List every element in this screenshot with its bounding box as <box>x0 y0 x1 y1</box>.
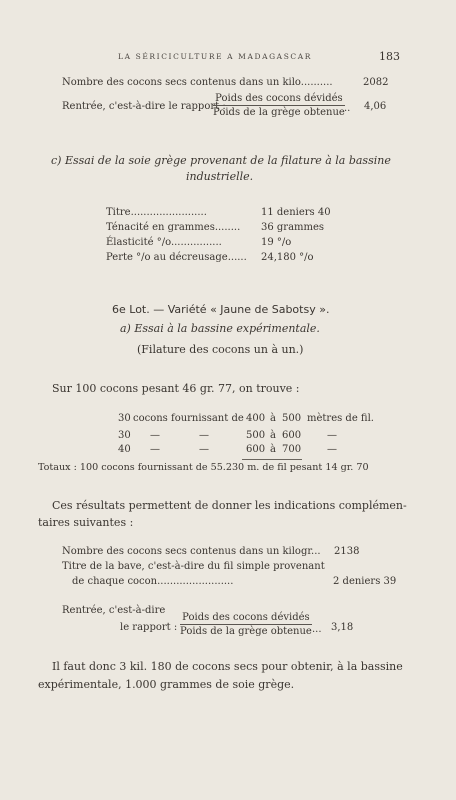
rentree2-numerator: Poids des cocons dévidés <box>180 612 312 625</box>
titre-bave-line-2: de chaque cocon........................ <box>72 576 234 587</box>
rentree-denominator: Poids de la grège obtenue <box>213 107 345 118</box>
dist-row-3-count: 40 <box>118 444 131 455</box>
dist-row-3-to: 700 <box>282 444 302 455</box>
dist-row-1-text: cocons fournissant de <box>133 413 244 424</box>
totaux-line: Totaux : 100 cocons fournissant de 55.230 m. de fil pesant 14 gr. 70 <box>38 462 369 473</box>
lot6-subtitle: a) Essai à la bassine expérimentale. <box>120 322 320 335</box>
cocons-kilogr-line: Nombre des cocons secs contenus dans un kilogr... <box>62 546 321 557</box>
dist-row-1-to: 500 <box>282 413 302 424</box>
page-number: 183 <box>379 50 400 63</box>
cocons-kilo-label: Nombre des cocons secs contenus dans un kilo <box>62 77 301 88</box>
section-c-heading-cont: industrielle. <box>186 170 254 183</box>
rentree2-denominator: Poids de la grège obtenue <box>180 626 312 637</box>
prop-titre-value: 11 deniers 40 <box>261 207 331 218</box>
lot6-title: 6e Lot. — Variété « Jaune de Sabotsy ». <box>112 303 330 316</box>
rentree-value: 4,06 <box>364 101 387 112</box>
dist-row-2-dash3: — <box>327 430 337 441</box>
dist-row-3-a: à <box>270 444 276 455</box>
totaux-rule <box>242 459 302 460</box>
dist-row-1-count: 30 <box>118 413 131 424</box>
cocons-kilo-dots: .......... <box>300 77 333 88</box>
rentree2-fraction <box>180 612 312 637</box>
cocons-kilogr-value: 2138 <box>334 546 360 557</box>
rentree2-label-2: le rapport : <box>120 622 178 633</box>
dist-row-1-unit: mètres de fil. <box>307 413 374 424</box>
prop-titre-label: Titre........................ <box>106 207 207 218</box>
rentree-label: Rentrée, c'est-à-dire le rapport : <box>62 101 226 112</box>
titre-bave-value: 2 deniers 39 <box>333 576 397 587</box>
dist-row-2-dash2: — <box>199 430 209 441</box>
dist-row-3-from: 600 <box>246 444 266 455</box>
rentree-fraction <box>213 93 345 118</box>
rentree-dots: .. <box>344 103 351 114</box>
prop-tenacite-value: 36 grammes <box>261 222 325 233</box>
section-c-heading: c) Essai de la soie grège provenant de la filature à la bassine <box>51 154 391 167</box>
conclusion-line-2: expérimentale, 1.000 grammes de soie grège. <box>38 678 295 691</box>
dist-row-2-dash1: — <box>150 430 160 441</box>
rentree2-value: 3,18 <box>331 622 354 633</box>
dist-row-3-dash1: — <box>150 444 160 455</box>
rentree2-dots: ... <box>312 624 322 635</box>
running-header <box>0 52 456 66</box>
dist-row-1-a: à <box>270 413 276 424</box>
prop-perte-label: Perte °/o au décreusage...... <box>106 252 247 263</box>
lot6-intro: Sur 100 cocons pesant 46 gr. 77, on trouve : <box>52 382 300 395</box>
dist-row-3-dash3: — <box>327 444 337 455</box>
dist-row-2-a: à <box>270 430 276 441</box>
results-line-1: Ces résultats permettent de donner les indications complémen- <box>52 499 407 512</box>
dist-row-1-from: 400 <box>246 413 266 424</box>
prop-elasticite-label: Élasticité °/o................ <box>106 237 222 248</box>
dist-row-2-count: 30 <box>118 430 131 441</box>
cocons-kilo-line <box>62 77 333 88</box>
prop-tenacite-label: Ténacité en grammes........ <box>106 222 241 233</box>
rentree-numerator: Poids des cocons dévidés <box>213 93 345 106</box>
dist-row-2-from: 500 <box>246 430 266 441</box>
dist-row-3-dash2: — <box>199 444 209 455</box>
results-line-2: taires suivantes : <box>38 516 134 529</box>
prop-elasticite-value: 19 °/o <box>261 237 292 248</box>
prop-perte-value: 24,180 °/o <box>261 252 314 263</box>
conclusion-line-1: Il faut donc 3 kil. 180 de cocons secs pour obtenir, à la bassine <box>52 660 403 673</box>
dist-row-2-to: 600 <box>282 430 302 441</box>
cocons-kilo-value: 2082 <box>363 77 389 88</box>
running-title: LA SÉRICICULTURE A MADAGASCAR <box>118 52 313 61</box>
rentree2-label-1: Rentrée, c'est-à-dire <box>62 605 166 616</box>
titre-bave-line-1: Titre de la bave, c'est-à-dire du fil simple provenant <box>62 561 325 572</box>
lot6-filature: (Filature des cocons un à un.) <box>137 343 304 356</box>
